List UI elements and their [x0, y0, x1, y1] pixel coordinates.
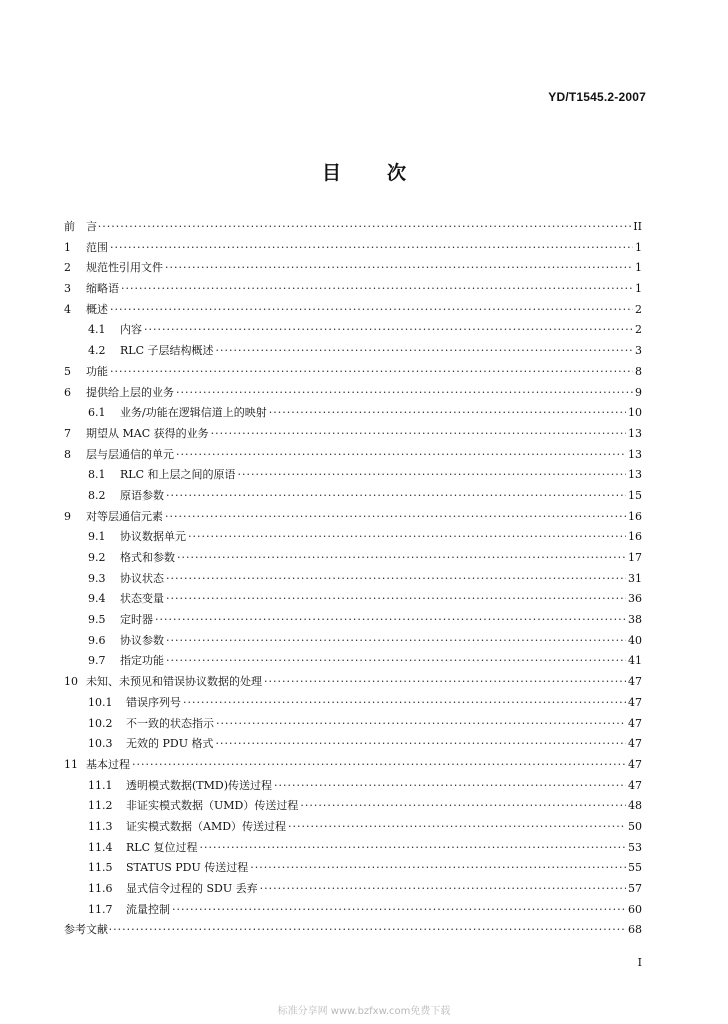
toc-leader-dots	[269, 406, 626, 419]
toc-leader-dots	[165, 510, 626, 523]
toc-leader-dots	[176, 386, 633, 399]
toc-entry-title: 基本过程	[86, 757, 130, 771]
toc-entry-number: 8	[64, 447, 71, 461]
toc-entry-title: 规范性引用文件	[86, 261, 163, 275]
toc-entry-page: 13	[628, 468, 642, 482]
toc-entry-page: II	[633, 220, 642, 233]
toc-entry-page: 47	[628, 757, 642, 771]
toc-entry[interactable]	[64, 487, 642, 508]
toc-entry-page: 16	[628, 530, 642, 544]
toc-entry-page: 17	[628, 551, 642, 564]
toc-entry[interactable]	[64, 901, 642, 922]
toc-entry-number: 8.1	[88, 468, 106, 482]
toc-entry-title: RLC 子层结构概述	[120, 344, 214, 358]
toc-entry-number: 10.3	[88, 737, 113, 751]
toc-entry-page: 53	[628, 840, 642, 854]
toc-entry-title: 无效的 PDU 格式	[126, 737, 214, 751]
toc-entry-page: 10	[628, 406, 642, 420]
toc-entry-page: 68	[628, 923, 642, 937]
toc-entry-page: 38	[628, 613, 642, 627]
toc-leader-dots	[288, 820, 626, 833]
toc-entry[interactable]	[64, 797, 642, 818]
toc-entry-page: 2	[635, 302, 642, 316]
toc-leader-dots	[216, 344, 634, 357]
toc-entry-number: 10.1	[88, 695, 113, 709]
toc-entry-title: 概述	[86, 302, 108, 316]
toc-entry[interactable]	[64, 280, 642, 301]
toc-entry-title: 格式和参数	[120, 551, 175, 564]
toc-entry-number: 11.3	[88, 819, 113, 833]
toc-entry[interactable]	[64, 466, 642, 487]
toc-entry-title: 不一致的状态指示	[126, 716, 214, 730]
toc-entry[interactable]	[64, 756, 642, 777]
toc-entry[interactable]	[64, 777, 642, 798]
toc-entry[interactable]	[64, 446, 642, 467]
toc-entry-number: 4	[64, 302, 71, 316]
toc-leader-dots	[166, 572, 626, 585]
toc-entry-number: 11.1	[88, 778, 113, 792]
toc-leader-dots	[166, 634, 626, 647]
toc-entry[interactable]	[64, 218, 642, 239]
toc-leader-dots	[211, 427, 626, 440]
toc-entry-page: 2	[635, 323, 642, 337]
toc-entry-title: 协议参数	[120, 633, 164, 647]
toc-entry-page: 36	[628, 592, 642, 606]
toc-entry-title: 透明模式数据(TMD)传送过程	[126, 778, 273, 792]
toc-entry-page: 47	[628, 695, 642, 709]
toc-entry-number: 9.3	[88, 571, 106, 585]
toc-leader-dots	[144, 323, 633, 336]
toc-entry[interactable]	[64, 673, 642, 694]
toc-leader-dots	[238, 468, 627, 481]
toc-entry-number: 10	[64, 675, 78, 689]
toc-leader-dots	[166, 489, 626, 502]
toc-entry-page: 9	[635, 385, 642, 399]
toc-entry[interactable]	[64, 239, 642, 260]
page-number: I	[637, 956, 642, 969]
toc-entry-number: 6.1	[88, 406, 106, 420]
page-title	[0, 158, 728, 185]
toc-entry[interactable]	[64, 715, 642, 736]
toc-entry[interactable]	[64, 528, 642, 549]
toc-entry-number: 1	[64, 240, 71, 254]
toc-entry-page: 1	[635, 261, 642, 275]
toc-entry[interactable]	[64, 342, 642, 363]
toc-entry-number: 10.2	[88, 716, 113, 730]
toc-entry-title: 定时器	[120, 613, 153, 627]
toc-entry-number: 6	[64, 385, 71, 399]
toc-entry-title: 非证实模式数据（UMD）传送过程	[126, 799, 299, 813]
toc-entry-page: 31	[628, 571, 642, 585]
toc-entry-number: 7	[64, 426, 71, 440]
toc-entry-page: 15	[628, 488, 642, 502]
toc-entry[interactable]	[64, 363, 642, 384]
toc-entry-page: 60	[628, 902, 642, 916]
toc-entry-page: 48	[628, 799, 642, 813]
toc-entry-number: 9.7	[88, 654, 106, 668]
toc-entry-page: 47	[628, 675, 642, 689]
toc-entry[interactable]	[64, 425, 642, 446]
toc-entry-title: 显式信令过程的 SDU 丢弃	[126, 882, 258, 895]
toc-leader-dots	[300, 799, 626, 812]
toc-leader-dots	[274, 779, 626, 792]
toc-entry-title: 错误序列号	[126, 695, 181, 709]
toc-entry-page: 13	[628, 447, 642, 461]
toc-entry-title: 内容	[120, 323, 142, 337]
toc-entry-number: 前 言	[64, 220, 97, 233]
toc-entry[interactable]	[64, 611, 642, 632]
toc-entry-title: 业务/功能在逻辑信道上的映射	[120, 406, 267, 420]
toc-entry-number: 9.1	[88, 530, 106, 544]
toc-entry-number: 9	[64, 509, 71, 523]
toc-entry[interactable]	[64, 590, 642, 611]
toc-leader-dots	[172, 903, 626, 916]
toc-leader-dots	[121, 282, 633, 295]
toc-entry[interactable]	[64, 652, 642, 673]
toc-entry-page: 1	[635, 240, 642, 254]
toc-leader-dots	[183, 696, 626, 709]
toc-entry[interactable]	[64, 818, 642, 839]
toc-entry[interactable]	[64, 880, 642, 901]
toc-entry-title: 缩略语	[86, 282, 119, 296]
toc-entry-page: 13	[628, 426, 642, 440]
toc-entry-title: 协议状态	[120, 571, 164, 585]
toc-leader-dots	[216, 717, 626, 730]
toc-leader-dots	[110, 365, 633, 378]
toc-entry[interactable]	[64, 859, 642, 880]
toc-entry-page: 8	[635, 364, 642, 378]
toc-entry-title: 期望从 MAC 获得的业务	[86, 426, 209, 440]
toc-entry-page: 50	[628, 819, 642, 833]
toc-leader-dots	[166, 592, 626, 605]
toc-entry-number: 9.5	[88, 613, 106, 627]
toc-entry[interactable]	[64, 321, 642, 342]
toc-entry-page: 47	[628, 778, 642, 792]
toc-entry-number: 9.6	[88, 633, 106, 647]
watermark: 标准分享网 www.bzfxw.com免费下载	[277, 1006, 451, 1017]
toc-entry-page: 41	[628, 654, 642, 668]
toc-entry-title: 提供给上层的业务	[86, 385, 174, 399]
toc-entry[interactable]	[64, 549, 642, 570]
toc-leader-dots	[250, 861, 626, 874]
toc-entry-page: 3	[635, 344, 642, 358]
toc-entry-title: 原语参数	[120, 488, 164, 502]
toc-leader-dots	[176, 448, 626, 461]
toc-entry-title: 流量控制	[126, 902, 170, 916]
toc-leader-dots	[110, 241, 633, 254]
toc-entry-number: 11.7	[88, 902, 113, 916]
toc-entry-page: 47	[628, 737, 642, 751]
toc-entry-number: 8.2	[88, 488, 106, 502]
toc-entry-page: 55	[628, 861, 642, 875]
toc-entry-title: 协议数据单元	[120, 530, 186, 544]
toc-entry[interactable]	[64, 570, 642, 591]
toc-leader-dots	[264, 675, 626, 688]
toc-entry-number: 5	[64, 364, 71, 378]
standard-code: YD/T1545.2-2007	[548, 90, 646, 104]
page-title-char-2: 次	[387, 162, 407, 184]
toc-entry-number: 参考文献	[64, 923, 108, 937]
toc-entry-page: 40	[628, 633, 642, 647]
toc-leader-dots	[166, 654, 626, 667]
toc-leader-dots	[100, 923, 626, 936]
toc-entry-title: RLC 和上层之间的原语	[120, 468, 236, 482]
toc-entry[interactable]	[64, 301, 642, 322]
toc-leader-dots	[93, 220, 631, 233]
toc-entry[interactable]	[64, 259, 642, 280]
toc-leader-dots	[177, 551, 626, 564]
toc-entry-title: 功能	[86, 364, 108, 378]
toc-entry-title: STATUS PDU 传送过程	[126, 861, 249, 875]
toc-leader-dots	[188, 530, 626, 543]
toc-leader-dots	[155, 613, 626, 626]
toc-entry[interactable]	[64, 921, 642, 942]
toc-entry-number: 11.6	[88, 882, 113, 895]
toc-entry-number: 2	[64, 261, 71, 275]
toc-entry[interactable]	[64, 404, 642, 425]
toc-entry[interactable]	[64, 632, 642, 653]
toc-entry-number: 11.4	[88, 840, 113, 854]
toc-entry[interactable]	[64, 839, 642, 860]
toc-entry-title: 范围	[86, 240, 108, 254]
toc-entry[interactable]	[64, 694, 642, 715]
toc-entry-page: 1	[635, 282, 642, 296]
toc-entry-number: 9.4	[88, 592, 106, 606]
toc-entry-title: 指定功能	[120, 654, 164, 668]
toc-entry[interactable]	[64, 508, 642, 529]
toc-entry-number: 3	[64, 282, 71, 296]
toc-entry-number: 4.2	[88, 344, 106, 358]
toc-entry-page: 47	[628, 716, 642, 730]
toc-entry-title: 状态变量	[120, 592, 164, 606]
toc-entry-number: 11	[64, 757, 78, 771]
toc-entry-number: 4.1	[88, 323, 106, 337]
toc-leader-dots	[132, 758, 626, 771]
toc-entry-title: 证实模式数据（AMD）传送过程	[126, 819, 287, 833]
toc-entry-title: 对等层通信元素	[86, 509, 163, 523]
toc-entry-title: RLC 复位过程	[126, 840, 198, 854]
toc-leader-dots	[110, 303, 633, 316]
page-title-char-1: 目	[321, 162, 341, 184]
toc-entry-title: 层与层通信的单元	[86, 447, 174, 461]
toc-leader-dots	[260, 882, 626, 895]
toc-entry-page: 57	[628, 882, 642, 895]
toc-leader-dots	[165, 261, 633, 274]
toc-entry[interactable]	[64, 384, 642, 405]
toc-entry-number: 9.2	[88, 551, 106, 564]
toc-entry-page: 16	[628, 509, 642, 523]
toc-entry-title: 未知、未预见和错误协议数据的处理	[86, 675, 262, 689]
toc-leader-dots	[200, 841, 627, 854]
toc-leader-dots	[215, 737, 626, 750]
toc-entry-number: 11.2	[88, 799, 113, 813]
toc-entry[interactable]	[64, 735, 642, 756]
table-of-contents	[64, 218, 642, 942]
toc-entry-number: 11.5	[88, 861, 113, 875]
